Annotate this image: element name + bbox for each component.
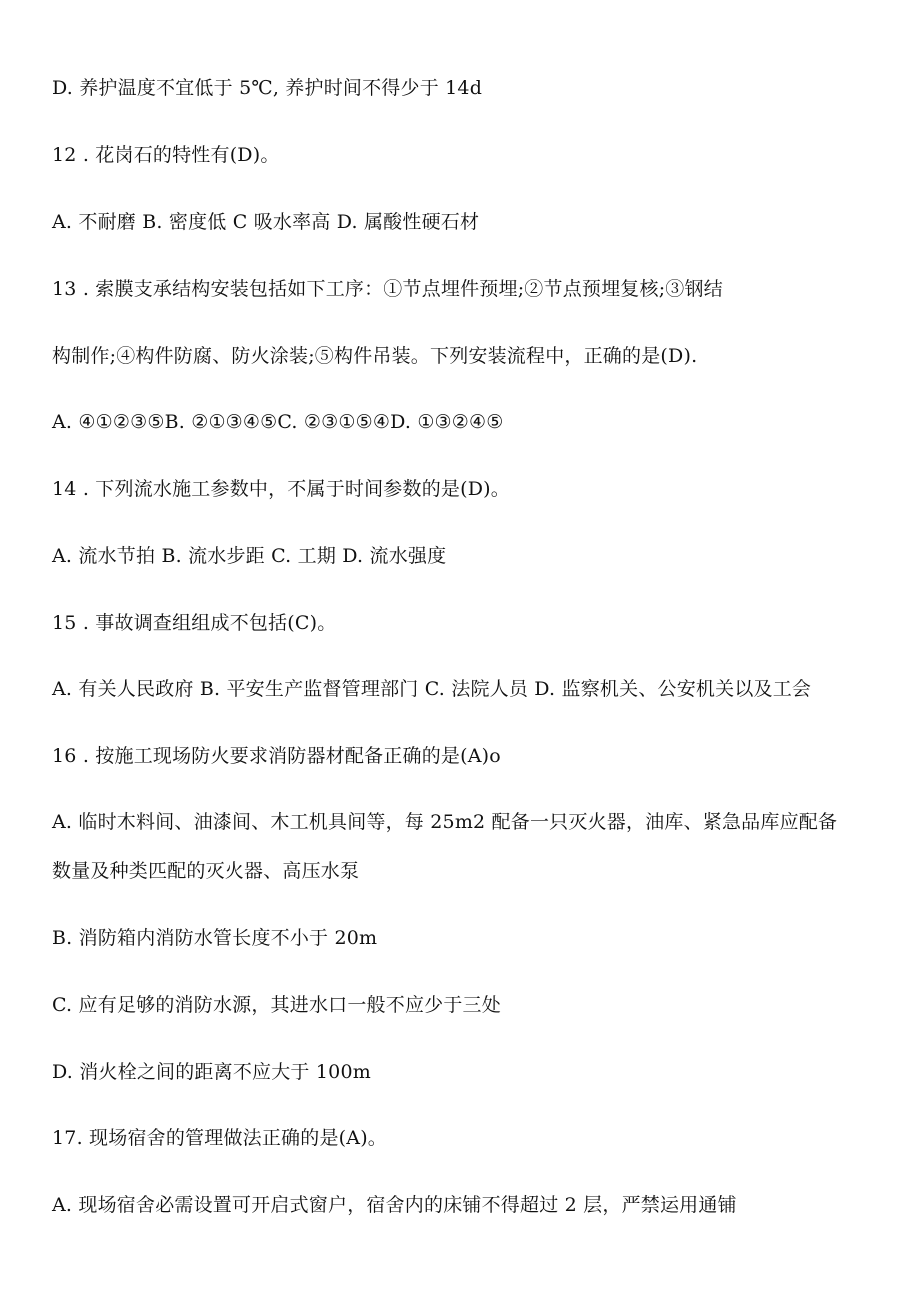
text-line-question-17-option-a: A. 现场宿舍必需设置可开启式窗户，宿舍内的床铺不得超过 2 层，严禁运用通铺 bbox=[52, 1194, 737, 1216]
text-line-question-15-options: A. 有关人民政府 B. 平安生产监督管理部门 C. 法院人员 D. 监察机关、公安机关以及工会 bbox=[52, 678, 812, 700]
text-line-question-16-option-d: D. 消火栓之间的距离不应大于 100m bbox=[52, 1061, 371, 1083]
text-line-question-12-options: A. 不耐磨 B. 密度低 C 吸水率高 D. 属酸性硬石材 bbox=[52, 211, 480, 233]
text-line-question-16-option-a: A. 临时木料间、油漆间、木工机具间等，每 25m2 配备一只灭火器，油库、紧急品库应配备 bbox=[52, 811, 838, 833]
text-line-question-13: 13 . 索膜支承结构安装包括如下工序：①节点埋件预埋;②节点预埋复核;③钢结 bbox=[52, 278, 723, 300]
text-line-question-15: 15 . 事故调查组组成不包括(C)。 bbox=[52, 612, 337, 634]
text-line-question-14: 14 . 下列流水施工参数中，不属于时间参数的是(D)。 bbox=[52, 478, 510, 500]
text-line-question-14-options: A. 流水节拍 B. 流水步距 C. 工期 D. 流水强度 bbox=[52, 545, 447, 567]
text-line-question-16: 16 . 按施工现场防火要求消防器材配备正确的是(A)o bbox=[52, 745, 501, 767]
text-line-question-13-cont: 构制作;④构件防腐、防火涂装;⑤构件吊装。下列安装流程中，正确的是(D). bbox=[52, 345, 698, 367]
text-line-option-d-curing: D. 养护温度不宜低于 5℃, 养护时间不得少于 14d bbox=[52, 77, 483, 99]
text-line-question-13-options: A. ④①②③⑤B. ②①③④⑤C. ②③①⑤④D. ①③②④⑤ bbox=[52, 411, 504, 433]
text-line-question-16-option-a-cont: 数量及种类匹配的灭火器、高压水泵 bbox=[52, 860, 360, 882]
text-line-question-16-option-c: C. 应有足够的消防水源，其进水口一般不应少于三处 bbox=[52, 994, 501, 1016]
text-line-question-17: 17. 现场宿舍的管理做法正确的是(A)。 bbox=[52, 1127, 388, 1149]
text-line-question-16-option-b: B. 消防箱内消防水管长度不小于 20m bbox=[52, 927, 378, 949]
text-line-question-12: 12 . 花岗石的特性有(D)。 bbox=[52, 144, 280, 166]
